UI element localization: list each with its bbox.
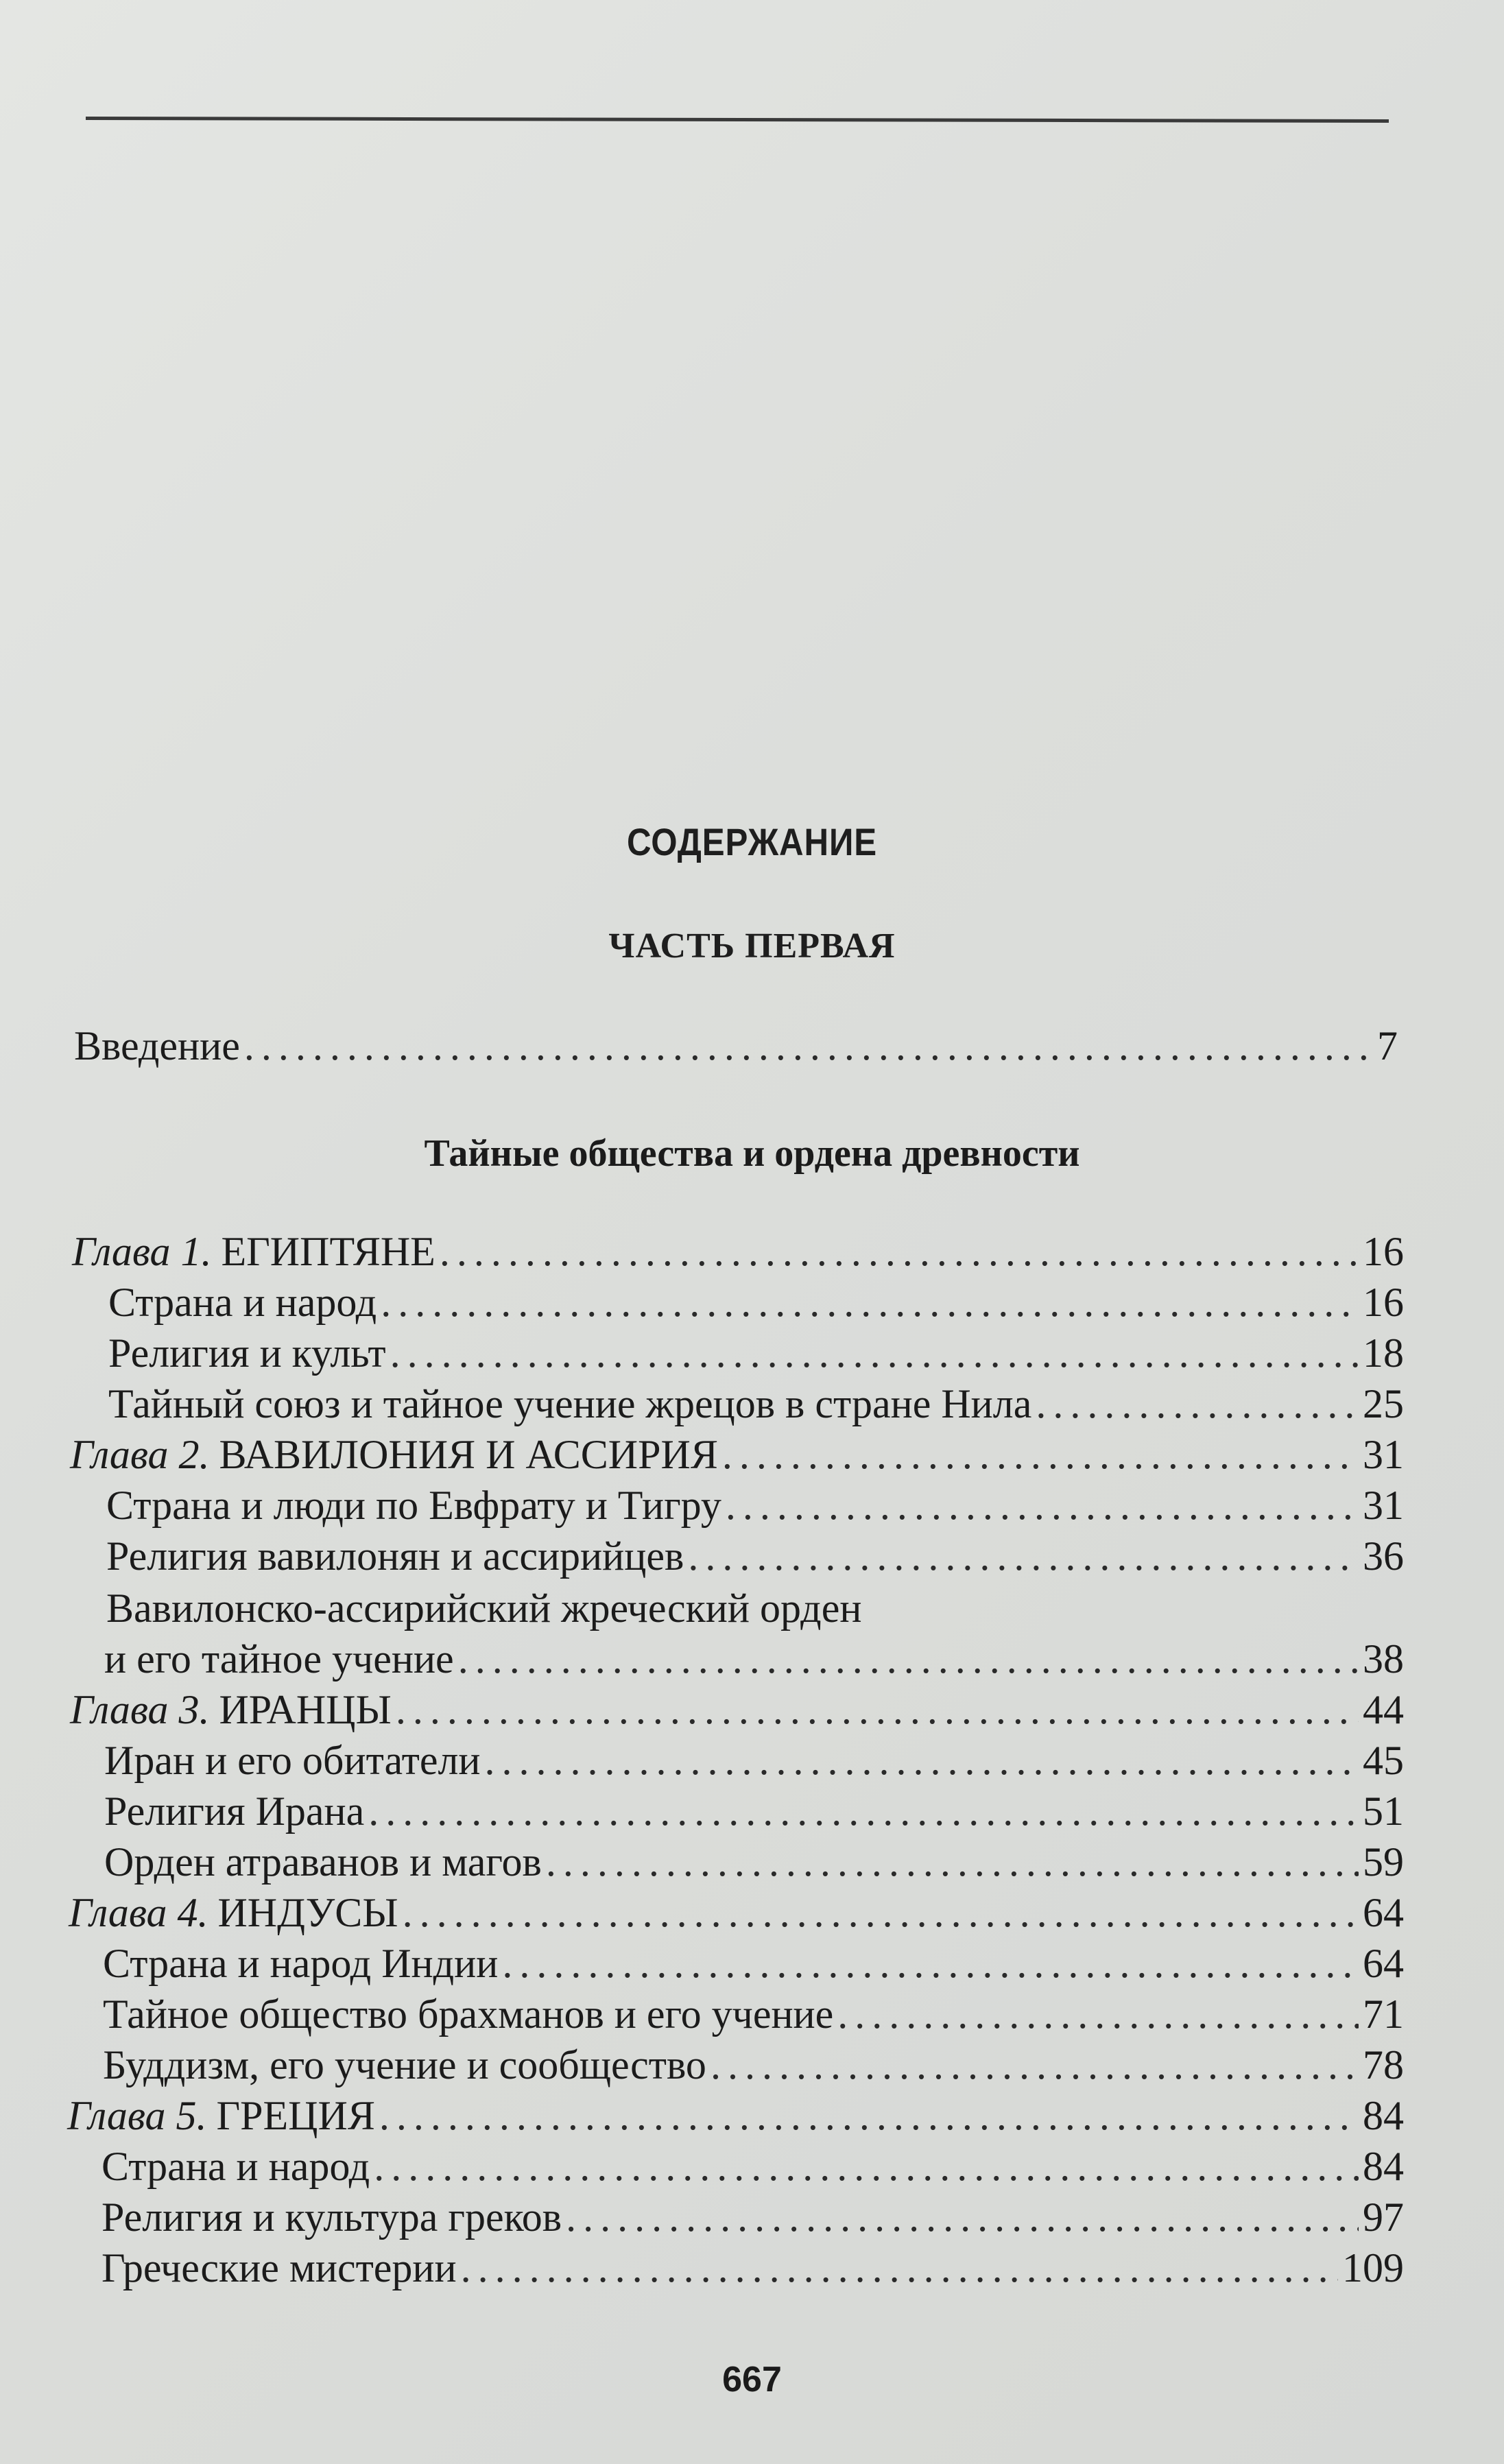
toc-item (102, 2244, 1404, 2293)
leader-dots (390, 1329, 1359, 1377)
toc-entry-label: Страна и народ Индии (103, 1941, 499, 1986)
leader-dots (566, 2193, 1359, 2241)
toc-entry-label: Религия вавилонян и ассирийцев (106, 1533, 684, 1579)
toc-item (103, 1990, 1404, 2040)
chapter-title: ГРЕЦИЯ (216, 2093, 375, 2138)
toc-item (104, 1838, 1404, 1887)
toc-entry-label: Тайное общество брахманов и его учение (103, 1991, 834, 2037)
toc-entry-page: 59 (1363, 1839, 1404, 1885)
leader-dots (722, 1431, 1359, 1479)
chapter-title: ВАВИЛОНИЯ И АССИРИЯ (219, 1432, 718, 1477)
toc-entry-page: 7 (1377, 1023, 1398, 1068)
toc-item (102, 2193, 1404, 2242)
toc-entry-page: 18 (1363, 1330, 1404, 1376)
chapter-prefix: Глава 1. (72, 1229, 212, 1274)
leader-dots (485, 1736, 1359, 1784)
leader-dots (379, 2092, 1359, 2140)
leader-dots (502, 1939, 1359, 1987)
leader-dots (461, 2244, 1338, 2292)
toc-chapter-4 (69, 1889, 1404, 1938)
toc-entry-page: 78 (1363, 2042, 1404, 2088)
leader-dots (396, 1686, 1359, 1734)
toc-item (104, 1635, 1404, 1684)
toc-entry-label: Страна и народ (102, 2144, 370, 2189)
toc-item (106, 1532, 1404, 1581)
leader-dots (726, 1481, 1359, 1529)
toc-item (108, 1380, 1404, 1429)
toc-entry-label: Религия Ирана (104, 1789, 365, 1834)
toc-entry-page: 44 (1363, 1687, 1404, 1732)
toc-entry-label: Страна и люди по Евфрату и Тигру (106, 1483, 721, 1528)
toc-entry-page: 64 (1363, 1941, 1404, 1986)
page-number: 667 (722, 2360, 782, 2400)
chapter-prefix: Глава 3. (70, 1687, 210, 1732)
toc-entry-label: Греческие мистерии (102, 2245, 457, 2290)
toc-entry-page: 16 (1363, 1229, 1404, 1274)
toc-entry-page: 31 (1363, 1483, 1404, 1528)
leader-dots (1036, 1380, 1359, 1428)
toc-chapter-5 (67, 2092, 1404, 2141)
toc-item (104, 1736, 1404, 1786)
leader-dots (711, 2041, 1359, 2089)
toc-entry-label: Религия и культ (108, 1330, 386, 1376)
toc-item (104, 1787, 1404, 1837)
chapter-title: ИНДУСЫ (217, 1890, 398, 1935)
toc-entry-page: 31 (1363, 1432, 1404, 1477)
toc-entry-page: 45 (1363, 1738, 1404, 1783)
chapter-prefix: Глава 5. (67, 2093, 207, 2138)
leader-dots (546, 1838, 1359, 1886)
toc-item (108, 1278, 1404, 1328)
toc-entry-page: 51 (1363, 1789, 1404, 1834)
toc-item (103, 2041, 1404, 2090)
toc-item (102, 2142, 1404, 2192)
toc-entry-page: 97 (1363, 2194, 1404, 2240)
toc-entry-page: 38 (1363, 1636, 1404, 1682)
toc-entry-label: Страна и народ (108, 1280, 377, 1325)
toc-entry-page: 64 (1363, 1890, 1404, 1935)
toc-entry-page: 84 (1363, 2144, 1404, 2189)
chapter-prefix: Глава 2. (70, 1432, 210, 1477)
page-title: СОДЕРЖАНИЕ (626, 820, 878, 863)
toc-entry-page: 109 (1342, 2245, 1404, 2290)
toc-item (106, 1481, 1404, 1531)
leader-dots (244, 1022, 1373, 1070)
leader-dots (368, 1787, 1359, 1835)
toc-entry-page: 36 (1363, 1533, 1404, 1579)
toc-entry-label: и его тайное учение (104, 1636, 454, 1682)
leader-dots (403, 1889, 1359, 1937)
leader-dots (440, 1228, 1359, 1276)
leader-dots (688, 1532, 1359, 1580)
toc-entry-intro (74, 1022, 1398, 1071)
toc-entry-page: 25 (1363, 1381, 1404, 1426)
toc-chapter-2 (70, 1431, 1404, 1480)
top-rule (86, 117, 1389, 123)
toc-entry-label: Тайный союз и тайное учение жрецов в стране Нила (108, 1381, 1032, 1426)
toc-entry-page: 84 (1363, 2093, 1404, 2138)
section-title: Тайные общества и ордена древности (424, 1132, 1080, 1175)
toc-entry-label: Религия и культура греков (102, 2194, 562, 2240)
toc-item (108, 1329, 1404, 1378)
toc-item (103, 1939, 1404, 1989)
chapter-prefix: Глава 4. (69, 1890, 208, 1935)
toc-entry-label: Введение (74, 1023, 240, 1068)
leader-dots (837, 1990, 1359, 2038)
leader-dots (374, 2142, 1359, 2190)
toc-entry-page: 71 (1363, 1991, 1404, 2037)
toc-chapter-3 (70, 1686, 1404, 1735)
leader-dots (458, 1635, 1359, 1683)
part-title: ЧАСТЬ ПЕРВАЯ (608, 926, 896, 966)
toc-item-line1: Вавилонско-ассирийский жреческий орден (106, 1586, 862, 1631)
leader-dots (381, 1278, 1359, 1326)
toc-entry-label: Иран и его обитатели (104, 1738, 481, 1783)
toc-entry-page: 16 (1363, 1280, 1404, 1325)
toc-entry-label: Орден атраванов и магов (104, 1839, 542, 1885)
toc-chapter-1 (72, 1228, 1404, 1277)
toc-entry-label: Буддизм, его учение и сообщество (103, 2042, 706, 2088)
chapter-title: ЕГИПТЯНЕ (221, 1229, 435, 1274)
chapter-title: ИРАНЦЫ (219, 1687, 392, 1732)
